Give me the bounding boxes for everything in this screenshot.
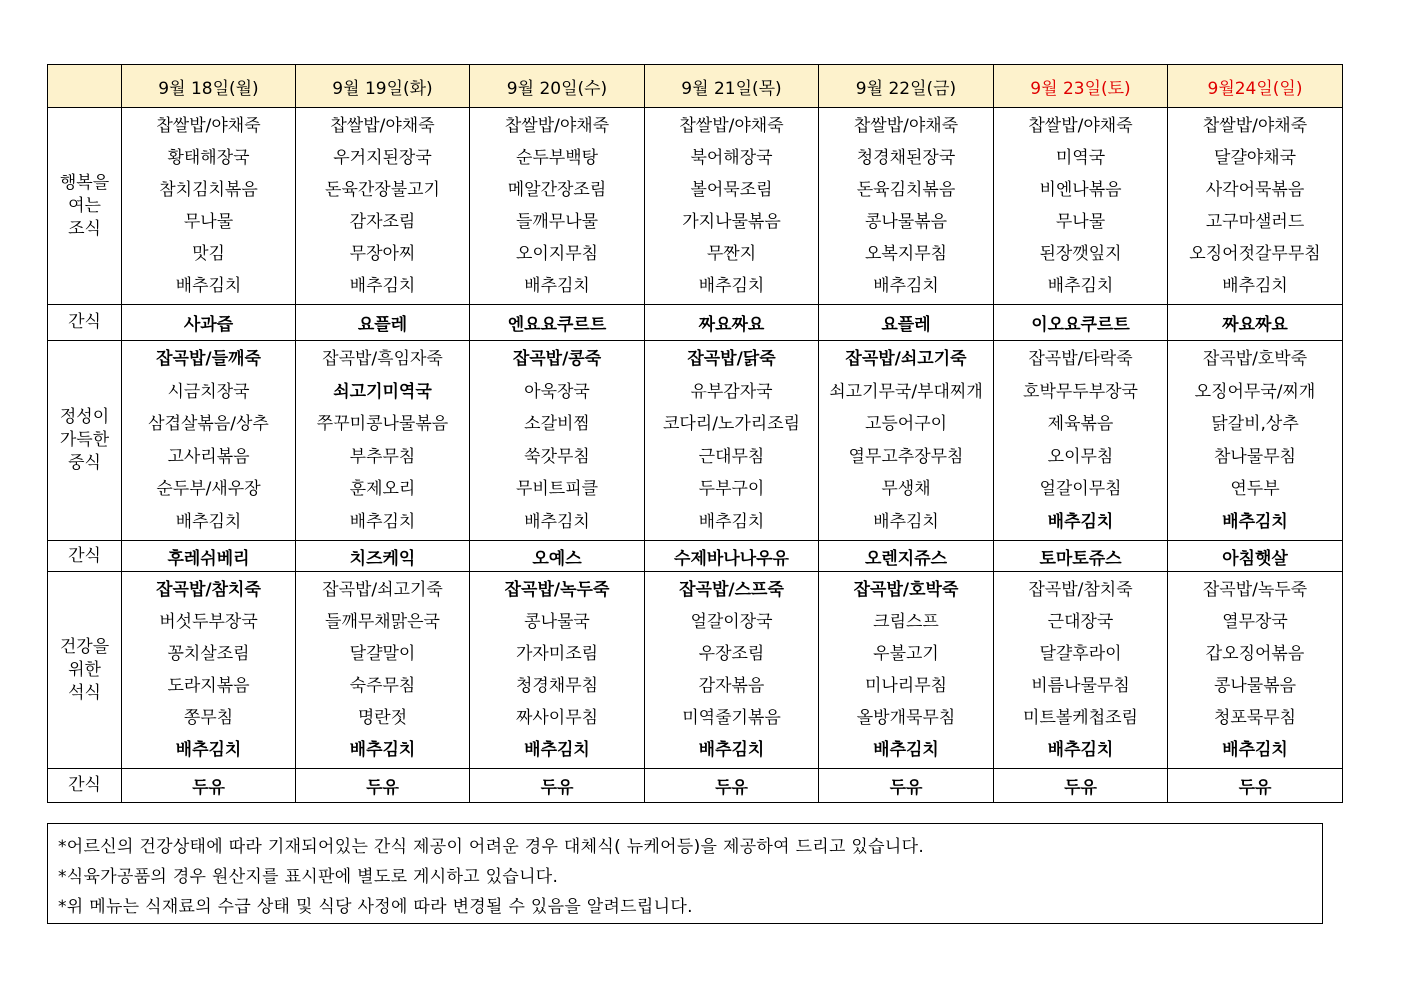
snack-item: 두유 <box>470 769 645 803</box>
menu-item: 우불고기 <box>873 644 939 664</box>
menu-item: 찹쌀밥/야채죽 <box>504 116 610 136</box>
menu-item: 배추김치 <box>175 740 242 760</box>
menu-item: 달걀야채국 <box>1213 148 1297 168</box>
lunch-day-cell <box>1168 341 1343 541</box>
menu-item: 순두부백탕 <box>515 148 599 168</box>
menu-item: 갑오징어볶음 <box>1205 644 1305 664</box>
menu-item: 근대장국 <box>1047 612 1114 632</box>
menu-item: 크림스프 <box>873 612 939 632</box>
snack-item: 두유 <box>122 769 296 803</box>
lunch-day-cell <box>645 341 819 541</box>
snack-row-evening <box>48 769 1343 803</box>
weekly-menu-table <box>47 64 1343 803</box>
dinner-day-cell <box>470 572 645 769</box>
snack-item: 이오요쿠르트 <box>994 305 1168 341</box>
lunch-day-cell <box>994 341 1168 541</box>
menu-item: 미역줄기볶음 <box>682 708 781 728</box>
menu-item: 사각어묵볶음 <box>1205 180 1305 200</box>
breakfast-day-cell <box>994 108 1168 305</box>
menu-item: 청포묵무침 <box>1213 708 1297 728</box>
lunch-row <box>48 341 1343 541</box>
dinner-day-cell <box>122 572 296 769</box>
menu-item: 잡곡밥/들깨죽 <box>156 349 261 370</box>
menu-item: 숙주무침 <box>349 676 416 696</box>
menu-item: 콩나물볶음 <box>1213 676 1297 696</box>
header-corner-cell <box>48 65 122 108</box>
menu-item: 배추김치 <box>349 740 416 760</box>
menu-item: 쑥갓무침 <box>524 446 590 467</box>
menu-item: 열무고추장무침 <box>848 446 964 467</box>
menu-item: 소갈비찜 <box>524 414 590 435</box>
menu-item: 참나물무침 <box>1213 446 1297 467</box>
menu-item: 북어해장국 <box>690 148 773 168</box>
snack-item: 토마토쥬스 <box>994 541 1168 572</box>
snack-item: 오렌지쥬스 <box>819 541 994 572</box>
snack-item: 요플레 <box>819 305 994 341</box>
menu-item: 맛김 <box>192 244 225 264</box>
menu-item: 참치김치볶음 <box>159 180 258 200</box>
snack-item: 두유 <box>296 769 470 803</box>
menu-item: 배추김치 <box>698 740 765 760</box>
menu-item: 배추김치 <box>873 511 939 532</box>
menu-item: 배추김치 <box>1047 740 1114 760</box>
menu-item: 배추김치 <box>1222 511 1288 532</box>
menu-item: 미나리무침 <box>864 676 948 696</box>
snack-item: 두유 <box>645 769 819 803</box>
menu-item: 배추김치 <box>873 740 939 760</box>
day-header-saturday: 9월 23일(토) <box>994 65 1168 108</box>
lunch-day-cell <box>470 341 645 541</box>
menu-item: 도라지볶음 <box>167 676 250 696</box>
snack-item: 요플레 <box>296 305 470 341</box>
menu-item: 미역국 <box>1055 148 1106 168</box>
menu-item: 삼겹살볶음/상추 <box>148 414 269 435</box>
day-header: 9월 21일(목) <box>645 65 819 108</box>
menu-item: 잡곡밥/닭죽 <box>687 349 776 370</box>
snack-row-afternoon <box>48 541 1343 572</box>
day-header: 9월 20일(수) <box>470 65 645 108</box>
menu-item: 황태해장국 <box>167 148 250 168</box>
snack-item: 짜요짜요 <box>1168 305 1343 341</box>
day-header: 9월 22일(금) <box>819 65 994 108</box>
menu-item: 무나물 <box>1055 212 1106 232</box>
menu-item: 열무장국 <box>1222 612 1288 632</box>
menu-item: 오이지무침 <box>515 244 599 264</box>
menu-item: 무생채 <box>881 479 931 500</box>
breakfast-day-cell <box>296 108 470 305</box>
menu-item: 시금치장국 <box>167 381 250 402</box>
menu-item: 꽁치살조림 <box>167 644 250 664</box>
menu-item: 유부감자국 <box>690 381 773 402</box>
menu-item: 배추김치 <box>175 276 242 296</box>
menu-item: 잡곡밥/참치죽 <box>1028 580 1133 600</box>
menu-item: 배추김치 <box>1222 740 1288 760</box>
menu-item: 청경채된장국 <box>856 148 956 168</box>
menu-item: 달걀후라이 <box>1039 644 1122 664</box>
menu-item: 비엔나볶음 <box>1039 180 1122 200</box>
menu-item: 버섯두부장국 <box>159 612 258 632</box>
menu-item: 고등어구이 <box>864 414 948 435</box>
menu-item: 쭈꾸미콩나물볶음 <box>316 414 449 435</box>
menu-item: 메알간장조림 <box>507 180 607 200</box>
snack-item: 사과즙 <box>122 305 296 341</box>
snack-item: 치즈케익 <box>296 541 470 572</box>
breakfast-row <box>48 108 1343 305</box>
menu-item: 잡곡밥/쇠고기죽 <box>322 580 443 600</box>
breakfast-day-cell <box>470 108 645 305</box>
menu-item: 콩나물국 <box>524 612 590 632</box>
breakfast-day-cell <box>645 108 819 305</box>
menu-item: 감자볶음 <box>698 676 765 696</box>
menu-item: 배추김치 <box>175 511 242 532</box>
menu-item: 미트볼케첩조림 <box>1023 708 1138 728</box>
menu-item: 오징어무국/찌개 <box>1194 381 1316 402</box>
snack-item: 오예스 <box>470 541 645 572</box>
menu-item: 고구마샐러드 <box>1205 212 1305 232</box>
snack-item: 수제바나나우유 <box>645 541 819 572</box>
day-header-sunday: 9월24일(일) <box>1168 65 1343 108</box>
menu-item: 찹쌀밥/야채죽 <box>330 116 435 136</box>
notice-box <box>47 823 1323 924</box>
menu-item: 배추김치 <box>349 511 416 532</box>
menu-item: 잡곡밥/쇠고기죽 <box>845 349 967 370</box>
menu-item: 찹쌀밥/야채죽 <box>1028 116 1133 136</box>
menu-item: 잡곡밥/녹두죽 <box>504 580 610 600</box>
menu-item: 가자미조림 <box>515 644 599 664</box>
menu-item: 배추김치 <box>524 276 590 296</box>
menu-item: 제육볶음 <box>1047 414 1114 435</box>
menu-item: 얼갈이장국 <box>690 612 773 632</box>
menu-item: 감자조림 <box>349 212 416 232</box>
menu-item: 얼갈이무침 <box>1039 479 1122 500</box>
header-row <box>48 65 1343 108</box>
menu-item: 잡곡밥/타락죽 <box>1028 349 1133 370</box>
menu-item: 훈제오리 <box>349 479 416 500</box>
menu-item: 된장깻잎지 <box>1039 244 1122 264</box>
menu-item: 고사리볶음 <box>167 446 250 467</box>
menu-item: 찹쌀밥/야채죽 <box>1202 116 1308 136</box>
menu-item: 근대무침 <box>698 446 765 467</box>
menu-item: 무장아찌 <box>349 244 416 264</box>
menu-item: 연두부 <box>1230 479 1280 500</box>
menu-item: 잡곡밥/스프죽 <box>679 580 784 600</box>
snack-item: 엔요요쿠르트 <box>470 305 645 341</box>
menu-item: 청경채무침 <box>515 676 599 696</box>
snack-label: 간식 <box>48 541 122 572</box>
menu-item: 우거지된장국 <box>333 148 432 168</box>
snack-item: 두유 <box>994 769 1168 803</box>
menu-item: 잡곡밥/흑임자죽 <box>322 349 443 370</box>
menu-item: 배추김치 <box>1222 276 1288 296</box>
dinner-day-cell <box>645 572 819 769</box>
snack-label: 간식 <box>48 769 122 803</box>
menu-item: 가지나물볶음 <box>682 212 781 232</box>
snack-item: 두유 <box>819 769 994 803</box>
day-header: 9월 18일(월) <box>122 65 296 108</box>
breakfast-label: 행복을 여는 조식 <box>48 108 122 305</box>
menu-item: 배추김치 <box>1047 511 1114 532</box>
lunch-label: 정성이 가득한 중식 <box>48 341 122 541</box>
notice-line: *위 메뉴는 식재료의 수급 상태 및 식당 사정에 따라 변경될 수 있음을 알려드립니다. <box>58 897 693 917</box>
menu-item: 코다리/노가리조림 <box>662 414 801 435</box>
snack-row-morning <box>48 305 1343 341</box>
menu-item: 잡곡밥/녹두죽 <box>1202 580 1308 600</box>
menu-item: 콩나물볶음 <box>864 212 948 232</box>
menu-item: 순두부/새우장 <box>156 479 261 500</box>
menu-item: 닭갈비,상추 <box>1211 414 1299 435</box>
menu-item: 돈육김치볶음 <box>856 180 956 200</box>
menu-item: 배추김치 <box>524 511 590 532</box>
menu-item: 찹쌀밥/야채죽 <box>156 116 261 136</box>
menu-item: 올방개묵무침 <box>856 708 956 728</box>
menu-item: 배추김치 <box>873 276 939 296</box>
menu-item: 쫑무침 <box>183 708 234 728</box>
dinner-row <box>48 572 1343 769</box>
snack-label: 간식 <box>48 305 122 341</box>
lunch-day-cell <box>296 341 470 541</box>
menu-item: 오복지무침 <box>864 244 948 264</box>
menu-item: 짜사이무침 <box>515 708 599 728</box>
menu-item: 무비트피클 <box>515 479 599 500</box>
menu-item: 우장조림 <box>698 644 765 664</box>
menu-item: 아욱장국 <box>524 381 590 402</box>
menu-item: 명란젓 <box>357 708 408 728</box>
menu-item: 찹쌀밥/야채죽 <box>853 116 959 136</box>
menu-item: 들깨무나물 <box>515 212 599 232</box>
snack-item: 후레쉬베리 <box>122 541 296 572</box>
notice-line: *어르신의 건강상태에 따라 기재되어있는 간식 제공이 어려운 경우 대체식( 뉴케어등)을 제공하여 드리고 있습니다. <box>58 837 925 857</box>
menu-item: 달걀말이 <box>349 644 416 664</box>
menu-item: 잡곡밥/호박죽 <box>1202 349 1308 370</box>
menu-item: 들깨무채맑은국 <box>325 612 440 632</box>
menu-item: 잡곡밥/콩죽 <box>512 349 602 370</box>
menu-item: 돈육간장불고기 <box>325 180 440 200</box>
menu-item: 오이무침 <box>1047 446 1114 467</box>
menu-item: 잡곡밥/참치죽 <box>156 580 261 600</box>
menu-item: 배추김치 <box>1047 276 1114 296</box>
dinner-label: 건강을 위한 석식 <box>48 572 122 769</box>
menu-item: 쇠고기미역국 <box>333 381 432 402</box>
menu-item: 무짠지 <box>706 244 757 264</box>
snack-item: 두유 <box>1168 769 1343 803</box>
breakfast-day-cell <box>122 108 296 305</box>
day-header: 9월 19일(화) <box>296 65 470 108</box>
snack-item: 짜요짜요 <box>645 305 819 341</box>
menu-item: 부추무침 <box>349 446 416 467</box>
menu-item: 무나물 <box>183 212 234 232</box>
menu-item: 배추김치 <box>349 276 416 296</box>
notice-line: *식육가공품의 경우 원산지를 표시판에 별도로 게시하고 있습니다. <box>58 867 559 887</box>
menu-item: 호박무두부장국 <box>1023 381 1138 402</box>
menu-item: 찹쌀밥/야채죽 <box>679 116 784 136</box>
dinner-day-cell <box>1168 572 1343 769</box>
lunch-day-cell <box>819 341 994 541</box>
dinner-day-cell <box>994 572 1168 769</box>
menu-item: 배추김치 <box>698 511 765 532</box>
menu-item: 배추김치 <box>698 276 765 296</box>
snack-item: 아침햇살 <box>1168 541 1343 572</box>
menu-item: 배추김치 <box>524 740 590 760</box>
menu-item: 볼어묵조림 <box>690 180 773 200</box>
menu-item: 쇠고기무국/부대찌개 <box>829 381 983 402</box>
breakfast-day-cell <box>1168 108 1343 305</box>
lunch-day-cell <box>122 341 296 541</box>
menu-item: 비름나물무침 <box>1031 676 1130 696</box>
menu-item: 오징어젓갈무무침 <box>1189 244 1321 264</box>
menu-item: 잡곡밥/호박죽 <box>853 580 959 600</box>
dinner-day-cell <box>819 572 994 769</box>
dinner-day-cell <box>296 572 470 769</box>
menu-item: 두부구이 <box>698 479 765 500</box>
breakfast-day-cell <box>819 108 994 305</box>
